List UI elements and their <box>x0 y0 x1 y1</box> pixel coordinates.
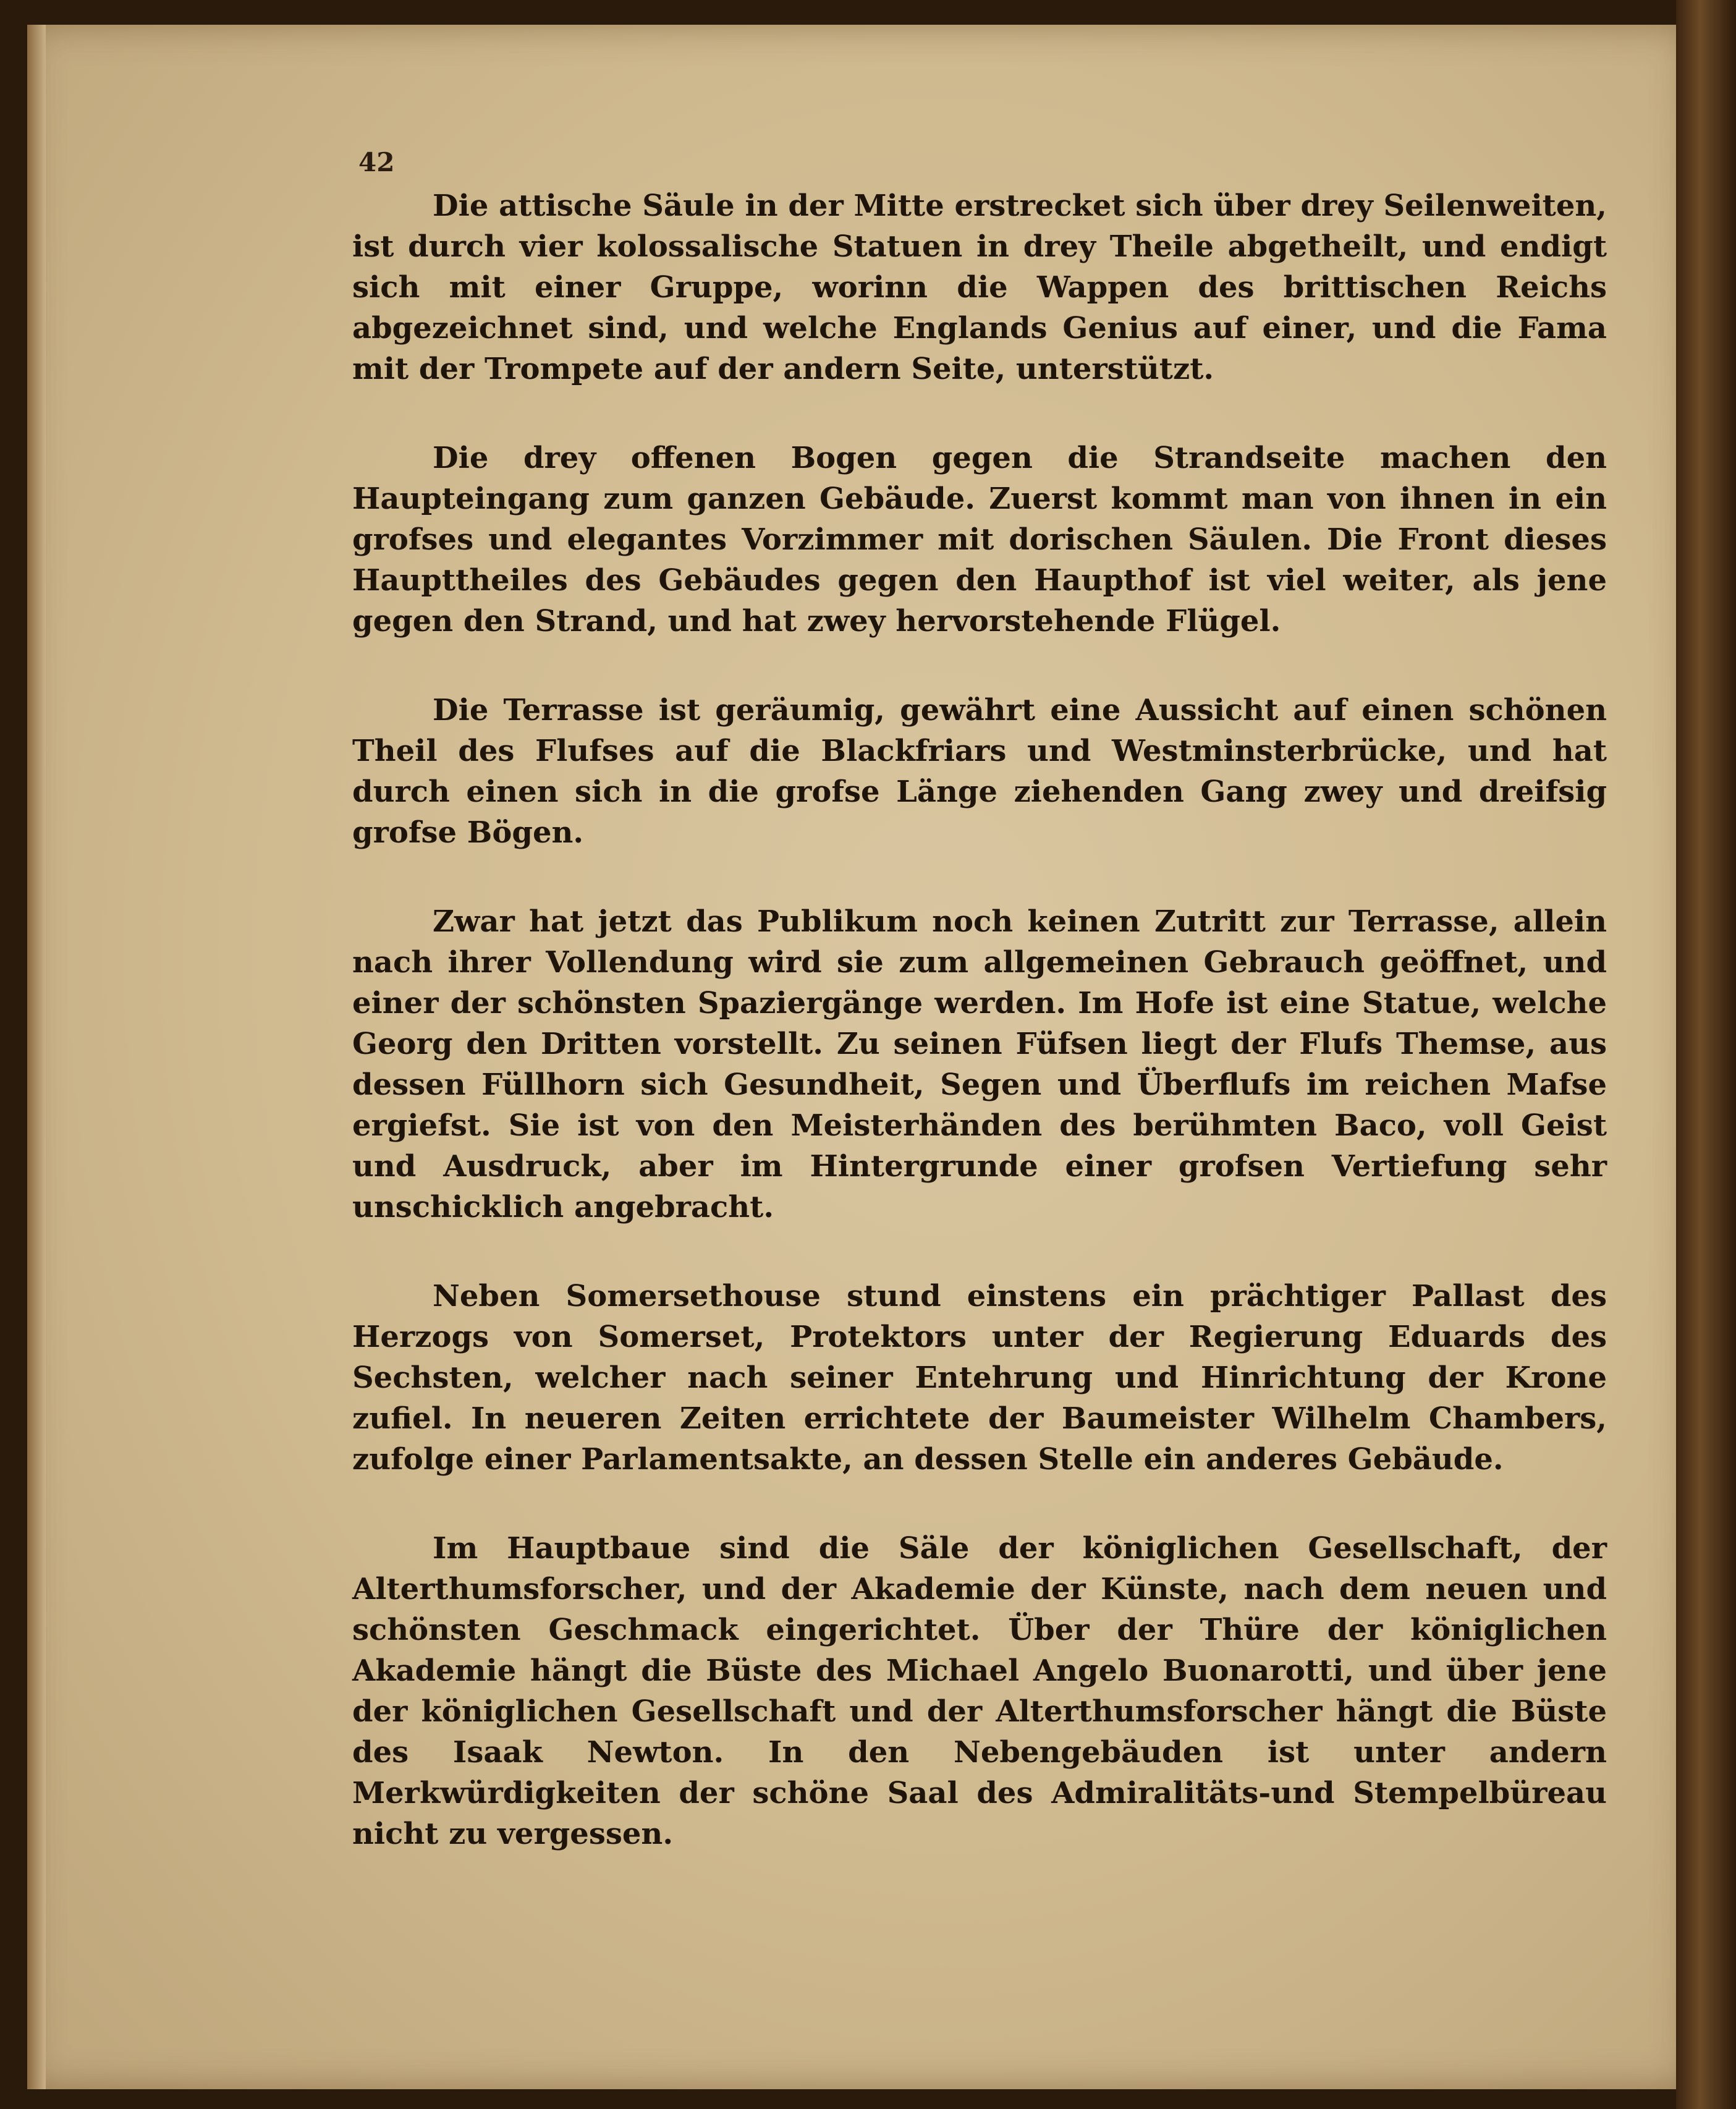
body-text <box>352 185 1607 1854</box>
page-edge <box>27 25 46 2089</box>
paragraph-6: Im Hauptbaue sind die Säle der königlichen Gesellschaft, der Alterthumsforscher, und der Akademie der Künste, nach dem neuen und schönsten Geschmack eingerichtet. Über der Thüre der königlichen Akademie hängt die Büste des Michael Angelo Buonarotti, und über jene der königlichen Gesellschaft und der Alterthumsforscher hängt die Büste des Isaak Newton. In den Nebengebäuden ist unter andern Merkwürdigkeiten der schöne Saal des Admiralitäts-und Stempelbüreau nicht zu vergessen. <box>352 1531 1607 1851</box>
paragraph-4: Zwar hat jetzt das Publikum noch keinen Zutritt zur Terrasse, allein nach ihrer Vollendung wird sie zum allgemeinen Gebrauch geöffnet, und einer der schönsten Spaziergänge werden. Im Hofe ist eine Statue, welche Georg den Dritten vorstellt. Zu seinen Füfsen liegt der Flufs Themse, aus dessen Füllhorn sich Gesundheit, Segen und Überflufs im reichen Mafse ergiefst. Sie ist von den Meisterhänden des berühmten Baco, voll Geist und Ausdruck, aber im Hintergrunde einer grofsen Vertiefung sehr unschicklich angebracht. <box>352 904 1607 1224</box>
paragraph-2: Die drey offenen Bogen gegen die Strandseite machen den Haupteingang zum ganzen Gebäude. Zuerst kommt man von ihnen in ein grofses und elegantes Vorzimmer mit dorischen Säulen. Die Front dieses Haupttheiles des Gebäudes gegen den Haupthof ist viel weiter, als jene gegen den Strand, und hat zwey hervorstehende Flügel. <box>352 441 1607 639</box>
paragraph-1: Die attische Säule in der Mitte erstrecket sich über drey Seilenweiten, ist durch vier kolossalische Statuen in drey Theile abgetheilt, und endigt sich mit einer Gruppe, worinn die Wappen des brittischen Reichs abgezeichnet sind, und welche Englands Genius auf einer, und die Fama mit der Trompete auf der andern Seite, unterstützt. <box>352 189 1607 386</box>
page-number: 42 <box>358 147 395 177</box>
paragraph-5: Neben Somersethouse stund einstens ein prächtiger Pallast des Herzogs von Somerset, Protektors unter der Regierung Eduards des Sechsten, welcher nach seiner Entehrung und Hinrichtung der Krone zufiel. In neueren Zeiten errichtete der Baumeister Wilhelm Chambers, zufolge einer Parlamentsakte, an dessen Stelle ein anderes Gebäude. <box>352 1279 1607 1477</box>
book-spine <box>1676 0 1736 2109</box>
paragraph-3: Die Terrasse ist geräumig, gewährt eine Aussicht auf einen schönen Theil des Flufses auf die Blackfriars und Westminsterbrücke, und hat durch einen sich in die grofse Länge ziehenden Gang zwey und dreifsig grofse Bögen. <box>352 693 1607 850</box>
